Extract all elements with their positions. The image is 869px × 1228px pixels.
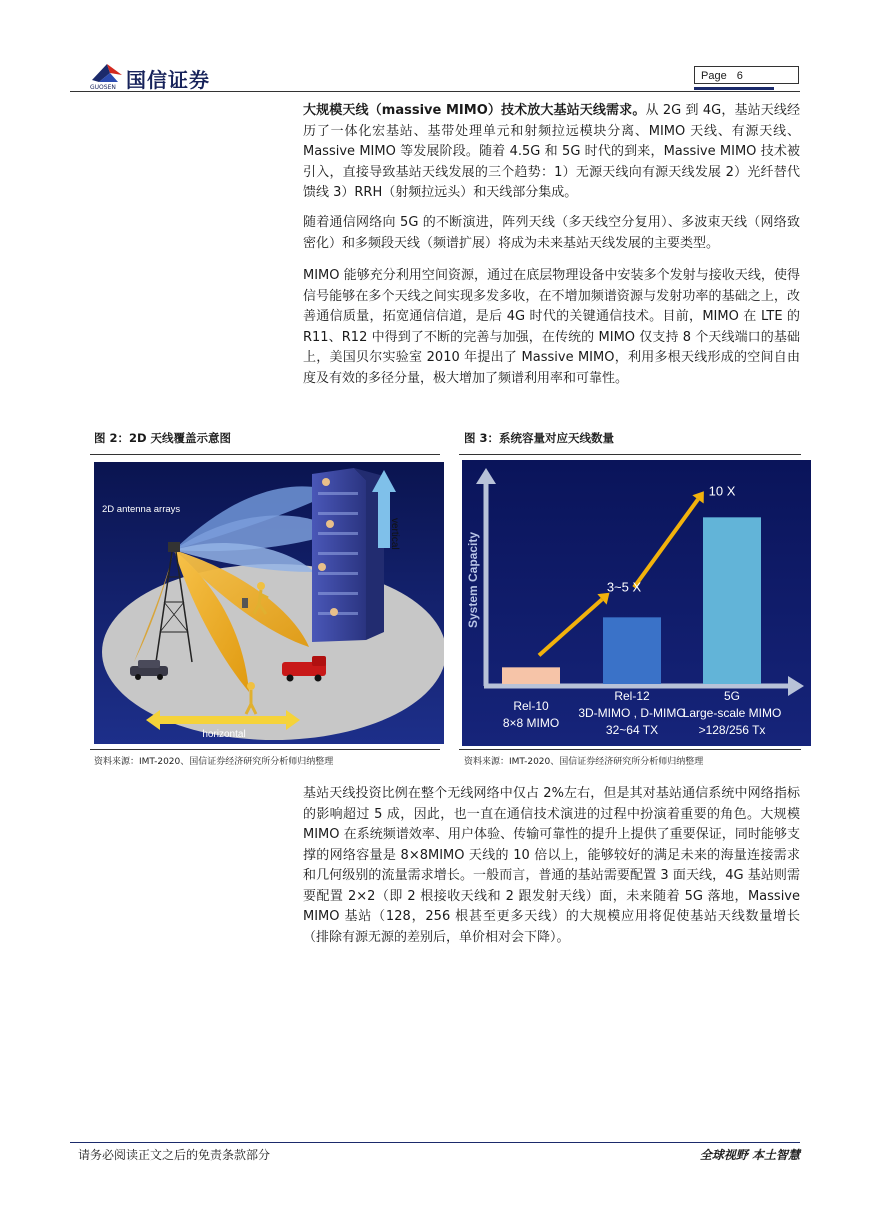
growth-annotation-2: 10 X (708, 483, 736, 499)
paragraph-2: 随着通信网络向 5G 的不断演进，阵列天线（多天线空分复用）、多波束天线（网络致密化）和多频段天线（频谱扩展）将成为未来基站天线发展的主要类型。 (303, 215, 800, 251)
bar-1 (502, 667, 560, 684)
figure-2-title: 图 2：2D 天线覆盖示意图 (94, 431, 232, 445)
page-indicator (694, 66, 799, 84)
growth-annotation-1: 3~5 X (606, 579, 642, 595)
footer-disclaimer: 请务必阅读正文之后的免责条款部分 (78, 1148, 271, 1162)
company-name: 国信证券 (126, 68, 210, 92)
company-name-en: GUOSEN (90, 84, 116, 91)
figure-3-bottom-rule (459, 749, 801, 750)
coverage-ground (102, 564, 444, 740)
vertical-label: vertical (389, 518, 400, 550)
bar-2 (603, 617, 661, 684)
footer-slogan: 全球视野 本土智慧 (699, 1148, 800, 1162)
figure-3-capacity-chart (462, 460, 811, 746)
category-label: Large-scale MIMO (682, 706, 782, 720)
paragraph-1 (303, 101, 800, 204)
horizontal-label: horizontal (202, 729, 246, 740)
paragraph-4: 基站天线投资比例在整个无线网络中仅占 2%左右，但是其对基站通信系统中网络指标的影响超过 5 成，因此，也一直在通信技术演进的过程中扮演着重要的角色。大规模 MIMO 在系统频谱效率、用户体验、传输可靠性的提升上提供了重要保证，同时能够支撑的网络容量是 8×8MIMO 天线的 10 倍以上，能够较好的满足未来的海量连接需求和几何级别的流量需求增长。一般而言，普通的基站需要配置 3 面天线，4G 基站则需要配置 2×2（即 2 根接收天线和 2 跟发射天线）面，未来随着 5G 落地，Massive MIMO 基站（128，256 根甚至更多天线）的大规模应用将促使基站天线数量增长（排除有源无源的差别后，单价相对会下降）。 (303, 786, 800, 945)
footer-divider (70, 1142, 800, 1143)
figure-2-source: 资料来源：IMT-2020、国信证券经济研究所分析师归纳整理 (94, 757, 334, 767)
bar-3 (703, 517, 761, 684)
company-logo (90, 62, 220, 92)
logo-mark-icon (90, 62, 124, 84)
category-label: 5G (723, 689, 741, 703)
page-number: 6 (736, 70, 743, 82)
figure-3-title: 图 3：系统容量对应天线数量 (464, 431, 615, 445)
antenna-array-label: 2D antenna arrays (102, 504, 181, 515)
category-label: 8×8 MIMO (502, 716, 560, 730)
figure-3-source: 资料来源：IMT-2020、国信证券经济研究所分析师归纳整理 (464, 757, 704, 767)
header-divider (70, 91, 800, 92)
figure-3-top-rule (459, 454, 801, 455)
header-accent-bar (694, 87, 774, 90)
figure-2-coverage-diagram (94, 462, 444, 744)
paragraph-1-text: 从 2G 到 4G，基站天线经历了一体化宏基站、基带处理单元和射频拉远模块分离、MIMO 天线、有源天线、Massive MIMO 等发展阶段。随着 4.5G 和 5G 时代的到来，Massive MIMO 技术被引入，直接导致基站天线发展的三个趋势：1）无源天线向有源天线发展 2）光纤替代馈线 3）RRH（射频拉远头）和天线部分集成。 (303, 103, 800, 200)
category-label: 3D-MIMO , D-MIMO (578, 706, 686, 720)
paragraph-3: MIMO 能够充分利用空间资源，通过在底层物理设备中安装多个发射与接收天线，使得信号能够在多个天线之间实现多发多收，在不增加频谱资源与发射功率的基础之上，改善通信质量，拓宽通信信道，是后 4G 时代的关键通信技术。目前，MIMO 在 LTE 的 R11、R12 中得到了不断的完善与加强，在传统的 MIMO 仅支持 8 个天线端口的基础上，美国贝尔实验室 2010 年提出了 Massive MIMO，利用多根天线形成的空间自由度及有效的多径分量，极大增加了频谱利用率和可靠性。 (303, 268, 800, 386)
paragraph-1-heading: 大规模天线（massive MIMO）技术放大基站天线需求。 (303, 103, 646, 118)
category-label: Rel-10 (513, 699, 549, 713)
category-label: 32~64 TX (605, 723, 659, 737)
category-label: >128/256 Tx (698, 723, 766, 737)
building-icon (312, 468, 384, 642)
y-axis-label: System Capacity (466, 531, 480, 629)
figure-2-bottom-rule (90, 749, 440, 750)
page-label: Page (701, 70, 727, 82)
category-label: Rel-12 (614, 689, 650, 703)
figure-2-top-rule (90, 454, 440, 455)
